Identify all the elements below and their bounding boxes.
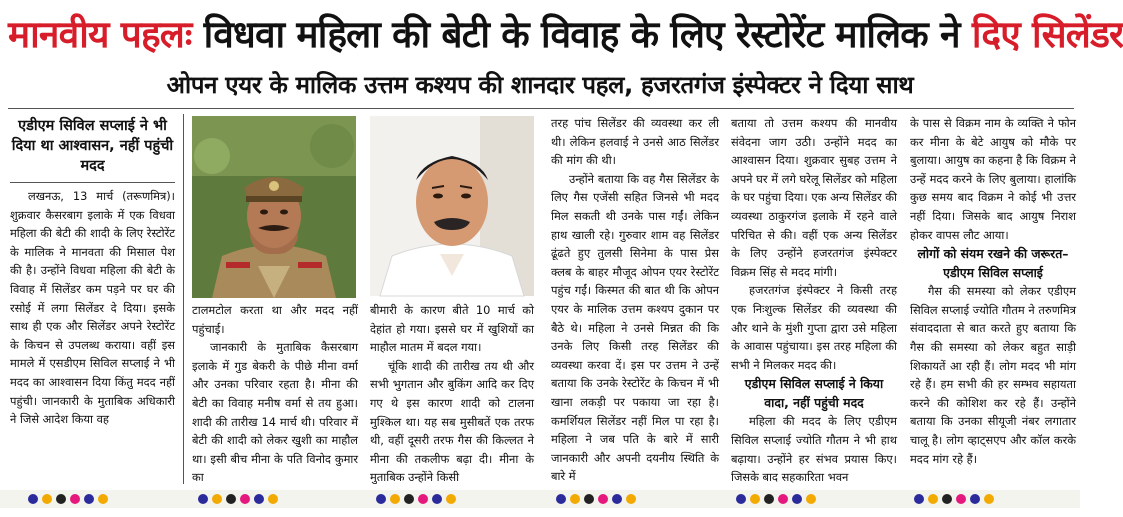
column-4 [551, 114, 719, 486]
footer-dot [198, 494, 208, 504]
column-2 [192, 301, 358, 485]
footer-dot [764, 494, 774, 504]
footer-dot [570, 494, 580, 504]
footer-dot [928, 494, 938, 504]
footer-dot [914, 494, 924, 504]
footer-dot [404, 494, 414, 504]
footer-dot [212, 494, 222, 504]
footer-dot [750, 494, 760, 504]
column-1 [10, 112, 175, 486]
footer-dot [226, 494, 236, 504]
footer-dot [56, 494, 66, 504]
decorative-dots [0, 494, 1080, 508]
column-2-text-a: टालमटोल करता था और मदद नहीं पहुंचाई। [192, 303, 358, 336]
headline [8, 4, 1123, 66]
footer-dot [84, 494, 94, 504]
footer-dot [42, 494, 52, 504]
owner-photo [370, 116, 534, 296]
column-5-text-a: बताया तो उत्तम कश्यप की मानवीय संवेदना जाग उठी। उन्होंने मदद का आश्वासन दिया। शुक्रवार सुबह उत्तम ने अपने घर में लगे घरेलू सिलेंडर को महिला के घर पहुंचा दिया। एक अन्य सिलेंडर की व्यवस्था ठाकुरगंज इलाके में रहने वाले परिचित से की। वहीं एक अन्य सिलेंडर के लिए उन्होंने हजरतगंज इंस्पेक्टर विक्रम सिंह से मदद मांगी। [731, 116, 897, 279]
headline-label: मानवीय पहलः [8, 13, 192, 56]
column-6-subheading: लोगों को संयम रखने की जरूरत–एडीएम सिविल सप्लाई [917, 246, 1069, 281]
footer-dot [70, 494, 80, 504]
footer-dot [736, 494, 746, 504]
footer-dot [956, 494, 966, 504]
top-rule [8, 108, 1074, 109]
footer-dot [792, 494, 802, 504]
footer-dot [268, 494, 278, 504]
headline-highlight: दिए सिलेंडर [971, 13, 1123, 56]
footer-dot [98, 494, 108, 504]
box-divider [10, 182, 175, 183]
inspector-photo [192, 116, 356, 298]
column-3-text-b: चूंकि शादी की तारीख तय थी और सभी भुगतान और बुकिंग आदि कर दिए गए थे इस कारण शादी को टालना मुश्किल था। यह सब मुसीबतें एक तरफ थी, वहीं दूसरी तरफ गैस की किल्लत ने मीना की तकलीफ बढ़ा दी। मीना के मुताबिक उन्होंने किसी [370, 358, 534, 485]
column-1-text: लखनऊ, 13 मार्च (तरूणमित्र)। शुक्रवार कैसरबाग इलाके में एक विधवा महिला की बेटी की शादी के लिए रेस्टोरेंट के मालिक ने मानवता की मिसाल पेश की है। उन्होंने विधवा महिला की बेटी के विवाह में सिलेंडर कम पड़ने पर घर की रसोई में लगा सिलेंडर दे दिया। इसके साथ ही एक और सिलेंडर अपने रेस्टोरेंट के किचन से उपलब्ध कराया। वहीं इस मामले में एसडीएम सिविल सप्लाई ने भी मदद का आश्वासन दिया किंतु मदद नहीं पहुंची। जानकारी के मुताबिक अधिकारी ने जिसे आदेश किया वह [10, 189, 175, 427]
column-3-text-a: बीमारी के कारण बीते 10 मार्च को देहांत हो गया। इससे घर में खुशियों का माहौल मातम में बदल गया। [370, 303, 534, 355]
subheadline: ओपन एयर के मालिक उत्तम कश्यप की शानदार पहल, हजरतगंज इंस्पेक्टर ने दिया साथ [166, 71, 914, 99]
column-5-text-b: हजरतगंज इंस्पेक्टर ने किसी तरह एक निःशुल्क सिलेंडर की व्यवस्था की और थाने के मुंशी गुप्ता द्वारा उसे महिला के आवास पहुंचाया। इस तरह महिला की सभी ने मिलकर मदद की। [731, 283, 897, 372]
footer-dot [584, 494, 594, 504]
footer-dot [612, 494, 622, 504]
footer-dot [28, 494, 38, 504]
footer-dot [446, 494, 456, 504]
column-5-text-c: महिला की मदद के लिए एडीएम सिविल सप्लाई ज्योति गौतम ने भी हाथ बढ़ाया। उन्होंने हर संभव प्रयास किए। जिसके बाद सहकारिता भवन [731, 414, 897, 485]
footer-dot [556, 494, 566, 504]
footer-dot [376, 494, 386, 504]
column-5-subheading: एडीएम सिविल सप्लाई ने किया वादा, नहीं पहुंची मदद [744, 376, 884, 411]
footer-dot [778, 494, 788, 504]
footer-dot [240, 494, 250, 504]
footer-dot [970, 494, 980, 504]
column-2-text-b: जानकारी के मुताबिक कैसरबाग इलाके में गुड बेकरी के पीछे मीना वर्मा और उनका परिवार रहता है। मीना की बेटी का विवाह मनीष वर्मा से तय हुआ। शादी की तारीख 14 मार्च थी। परिवार में बेटी की शादी को लेकर खुशी का माहौल था। इसी बीच मीना के पति विनोद कुमार का [192, 340, 358, 485]
footer-dot [984, 494, 994, 504]
column-5 [731, 114, 897, 486]
headline-main: विधवा महिला की बेटी के विवाह के लिए रेस्टोरेंट मालिक ने [203, 13, 972, 56]
column-6-text-b: गैस की समस्या को लेकर एडीएम सिविल सप्लाई ज्योति गौतम ने तरुणमित्र संवाददाता से बात करते हुए बताया कि गैस की समस्या को लेकर बहुत साड़ी शिकायतें आ रही हैं। लोग मदद भी मांग रहे हैं। हम सभी की हर सम्भव सहायता करने की कोशिश कर रहे हैं। उन्होंने बताया कि उनका सीयूजी नंबर लगातार चालू है। लोग व्हाट्सएप और कॉल करके मदद मांग रहे हैं। [910, 284, 1076, 466]
footer-dot [806, 494, 816, 504]
footer-dot [254, 494, 264, 504]
column-4-text-b: उन्होंने बताया कि वह गैस सिलेंडर के लिए गैस एजेंसी सहित जिनसे भी मदद मिल सकती थी उनके पास गईं। लेकिन हाथ खाली रहे। गुरुवार शाम वह सिलेंडर ढूंढते हुए तुलसी सिनेमा के पास प्रेस क्लब के बाहर मौजूद ओपन एयर रेस्टोरेंट पहुंच गईं। किस्मत की बात थी कि ओपन एयर के मालिक उत्तम कश्यप दुकान पर बैठे थे। महिला ने उनसे मिन्नत की कि उनके लिए किसी तरह सिलेंडर की व्यवस्था करवा दें। इस पर उत्तम ने उन्हें बताया कि उनके रेस्टोरेंट के किचन में भी खाना लकड़ी पर पकाया जा रहा है। कमर्शियल सिलेंडर नहीं मिल पा रहा है। महिला ने जब पति के बारे में सारी जानकारी और अपनी दयनीय स्थिति के बारे में [551, 171, 719, 484]
column-6 [910, 114, 1076, 486]
box-heading: एडीएम सिविल सप्लाई ने भी दिया था आश्वासन, नहीं पहुंची मदद [11, 118, 174, 174]
footer-dot [390, 494, 400, 504]
column-6-text-a: के पास से विक्रम नाम के व्यक्ति ने फोन कर मीना के बेटे आयुष को मौके पर बुलाया। आयुष का कहना है कि विक्रम ने उन्हें मदद करने के लिए बुलाया। हालांकि कुछ समय बाद विक्रम ने कोई भी उत्तर नहीं दिया। जिसके बाद आयुष निराश होकर वापस लौट आया। [910, 116, 1076, 242]
footer-dot [626, 494, 636, 504]
column-4-text-a: तरह पांच सिलेंडर की व्यवस्था कर ली थी। लेकिन हलवाई ने उनसे आठ सिलेंडर की मांग की थी। [551, 116, 719, 168]
footer-dot [418, 494, 428, 504]
column-3 [370, 301, 534, 485]
footer-dot [942, 494, 952, 504]
footer-dot [432, 494, 442, 504]
column-rule [183, 114, 184, 484]
footer-dot [598, 494, 608, 504]
